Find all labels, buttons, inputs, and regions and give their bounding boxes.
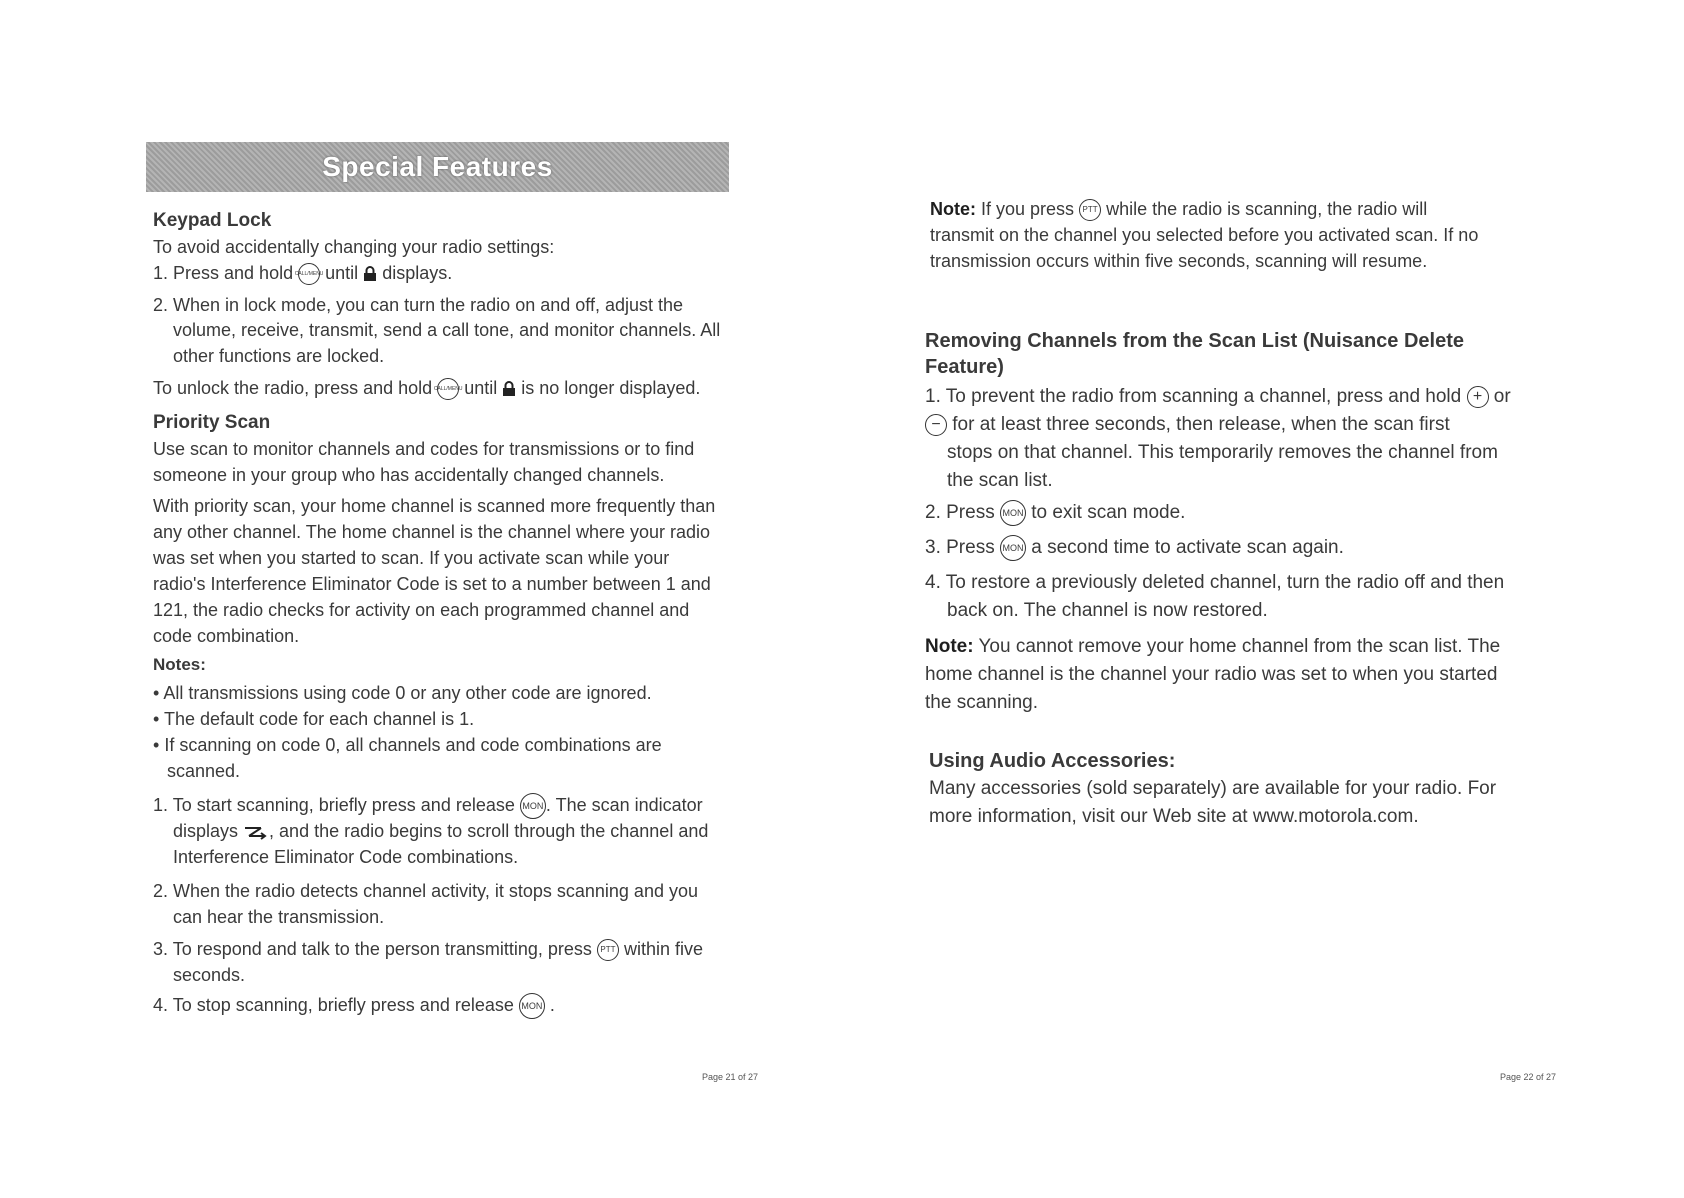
text: 2. Press bbox=[925, 502, 995, 524]
text: until bbox=[464, 378, 498, 398]
notes-heading: Notes: bbox=[153, 655, 206, 674]
scan-indicator-icon bbox=[243, 824, 269, 840]
text: 4. To stop scanning, briefly press and release bbox=[153, 995, 514, 1015]
text: to exit scan mode. bbox=[1031, 502, 1186, 524]
text: To unlock the radio, press and hold bbox=[153, 378, 433, 398]
keypad-step-2-line-2: volume, receive, transmit, send a call tone, and monitor channels. All bbox=[173, 320, 721, 340]
removing-heading-line-1: Removing Channels from the Scan List (Nuisance Delete bbox=[925, 330, 1465, 352]
page-footer: Page 21 of 27 bbox=[702, 1072, 759, 1082]
text: If scanning on code 0, all channels and code combinations are bbox=[164, 735, 662, 755]
page-footer: Page 22 of 27 bbox=[1500, 1072, 1557, 1082]
remove-note-line-1 bbox=[925, 634, 1500, 660]
text: If you press bbox=[981, 199, 1075, 219]
section-banner bbox=[146, 142, 729, 192]
mon-button-icon: MON bbox=[1000, 500, 1026, 526]
keypad-lock-intro: To avoid accidentally changing your radio settings: bbox=[153, 237, 555, 257]
remove-step-1-line-3: stops on that channel. This temporarily removes the channel from bbox=[947, 442, 1498, 463]
keypad-lock-heading: Keypad Lock bbox=[153, 210, 272, 231]
text: 1. To prevent the radio from scanning a channel, press and hold bbox=[925, 386, 1462, 407]
right-page bbox=[842, 0, 1684, 1198]
remove-note-line-2: home channel is the channel your radio was set to when you started bbox=[925, 664, 1498, 685]
note-label: Note: bbox=[930, 199, 976, 219]
text: . The scan indicator bbox=[545, 795, 703, 815]
banner-title: Special Features bbox=[322, 151, 553, 182]
keypad-step-2-line-1: 2. When in lock mode, you can turn the radio on and off, adjust the bbox=[153, 295, 683, 315]
priority-p2-line-5: 121, the radio checks for activity on each programmed channel and bbox=[153, 600, 690, 620]
priority-p2-line-2: any other channel. The home channel is the channel where your radio bbox=[153, 522, 711, 542]
mon-button-icon: MON bbox=[519, 993, 545, 1019]
text: 3. Press bbox=[925, 537, 995, 559]
note-item-cont: scanned. bbox=[167, 761, 241, 781]
scan-step-4 bbox=[153, 992, 555, 1019]
scan-step-2-line-2: can hear the transmission. bbox=[173, 907, 385, 927]
keypad-step-2-line-3: other functions are locked. bbox=[173, 346, 385, 366]
mon-button-icon: MON bbox=[1000, 535, 1026, 561]
scan-step-2-line-1: 2. When the radio detects channel activity, it stops scanning and you bbox=[153, 881, 698, 901]
text: You cannot remove your home channel from the scan list. The bbox=[978, 636, 1501, 657]
note-item: • All transmissions using code 0 or any other code are ignored. bbox=[153, 683, 652, 703]
remove-step-1 bbox=[925, 384, 1511, 410]
text: 1. To start scanning, briefly press and release bbox=[153, 795, 515, 815]
menu-button-icon: CALL/MENU bbox=[437, 378, 459, 400]
removing-heading-line-2: Feature) bbox=[925, 356, 1004, 378]
priority-p1-line-1: Use scan to monitor channels and codes for transmissions or to find bbox=[153, 439, 695, 459]
minus-button-icon: − bbox=[925, 414, 947, 436]
note-item: • The default code for each channel is 1. bbox=[153, 709, 475, 729]
remove-step-1-line-4: the scan list. bbox=[947, 470, 1053, 491]
text: for at least three seconds, then release, when the scan first bbox=[952, 414, 1450, 435]
priority-p1-line-2: someone in your group who has accidentally changed channels. bbox=[153, 465, 665, 485]
note-top-line-3: transmission occurs within five seconds, scanning will resume. bbox=[930, 251, 1428, 271]
remove-step-4-line-2: back on. The channel is now restored. bbox=[947, 600, 1268, 621]
text: displays. bbox=[382, 263, 453, 283]
scan-step-1-line-3: Interference Eliminator Code combinations. bbox=[173, 847, 519, 867]
text: displays bbox=[173, 821, 239, 841]
lock-icon bbox=[502, 381, 516, 397]
text: The default code for each channel is 1. bbox=[163, 709, 475, 729]
audio-line-1: Many accessories (sold separately) are available for your radio. For bbox=[929, 778, 1497, 799]
note-top-line-2: transmit on the channel you selected before you activated scan. If no bbox=[930, 225, 1479, 245]
scan-step-1-line-2 bbox=[173, 818, 708, 844]
note-top-line-1 bbox=[930, 196, 1427, 222]
text: or bbox=[1493, 386, 1511, 407]
ptt-button-icon: PTT bbox=[597, 939, 619, 961]
text: 3. To respond and talk to the person transmitting, press bbox=[153, 939, 592, 959]
priority-p2-line-1: With priority scan, your home channel is scanned more frequently than bbox=[153, 496, 716, 516]
remove-step-1-line-2 bbox=[931, 412, 1450, 438]
keypad-step-1 bbox=[153, 260, 452, 286]
remove-step-4-line-1: 4. To restore a previously deleted channel, turn the radio off and then bbox=[925, 572, 1505, 593]
note-label: Note: bbox=[925, 636, 974, 657]
audio-line-2: more information, visit our Web site at www.motorola.com. bbox=[929, 806, 1419, 827]
audio-heading: Using Audio Accessories: bbox=[929, 750, 1176, 772]
text: is no longer displayed. bbox=[521, 378, 701, 398]
mon-button-icon: MON bbox=[520, 793, 546, 819]
note-item: • If scanning on code 0, all channels and code combinations are bbox=[153, 735, 662, 755]
text: until bbox=[325, 263, 359, 283]
priority-p2-line-4: radio's Interference Eliminator Code is set to a number between 1 and bbox=[153, 574, 711, 594]
text: , and the radio begins to scroll through the channel and bbox=[269, 821, 709, 841]
text: a second time to activate scan again. bbox=[1031, 537, 1344, 559]
text: while the radio is scanning, the radio will bbox=[1106, 199, 1428, 219]
text: within five bbox=[623, 939, 703, 959]
text: 1. Press and hold bbox=[153, 263, 294, 283]
ptt-button-icon: PTT bbox=[1079, 199, 1101, 221]
plus-button-icon: + bbox=[1467, 386, 1489, 408]
remove-step-2 bbox=[925, 500, 1185, 526]
priority-scan-heading: Priority Scan bbox=[153, 412, 271, 433]
text: . bbox=[549, 995, 555, 1015]
remove-step-3 bbox=[925, 535, 1344, 561]
priority-p2-line-6: code combination. bbox=[153, 626, 300, 646]
remove-note-line-3: the scanning. bbox=[925, 692, 1039, 713]
unlock-instruction bbox=[153, 375, 700, 401]
scan-step-1 bbox=[153, 792, 703, 819]
scan-step-3-line-2: seconds. bbox=[173, 965, 246, 985]
menu-button-icon: CALL/MENU bbox=[298, 263, 320, 285]
text: All transmissions using code 0 or any other code are ignored. bbox=[163, 683, 652, 703]
priority-p2-line-3: was set when you started to scan. If you activate scan while your bbox=[153, 548, 670, 568]
lock-icon bbox=[363, 266, 377, 282]
scan-step-3 bbox=[153, 936, 703, 962]
